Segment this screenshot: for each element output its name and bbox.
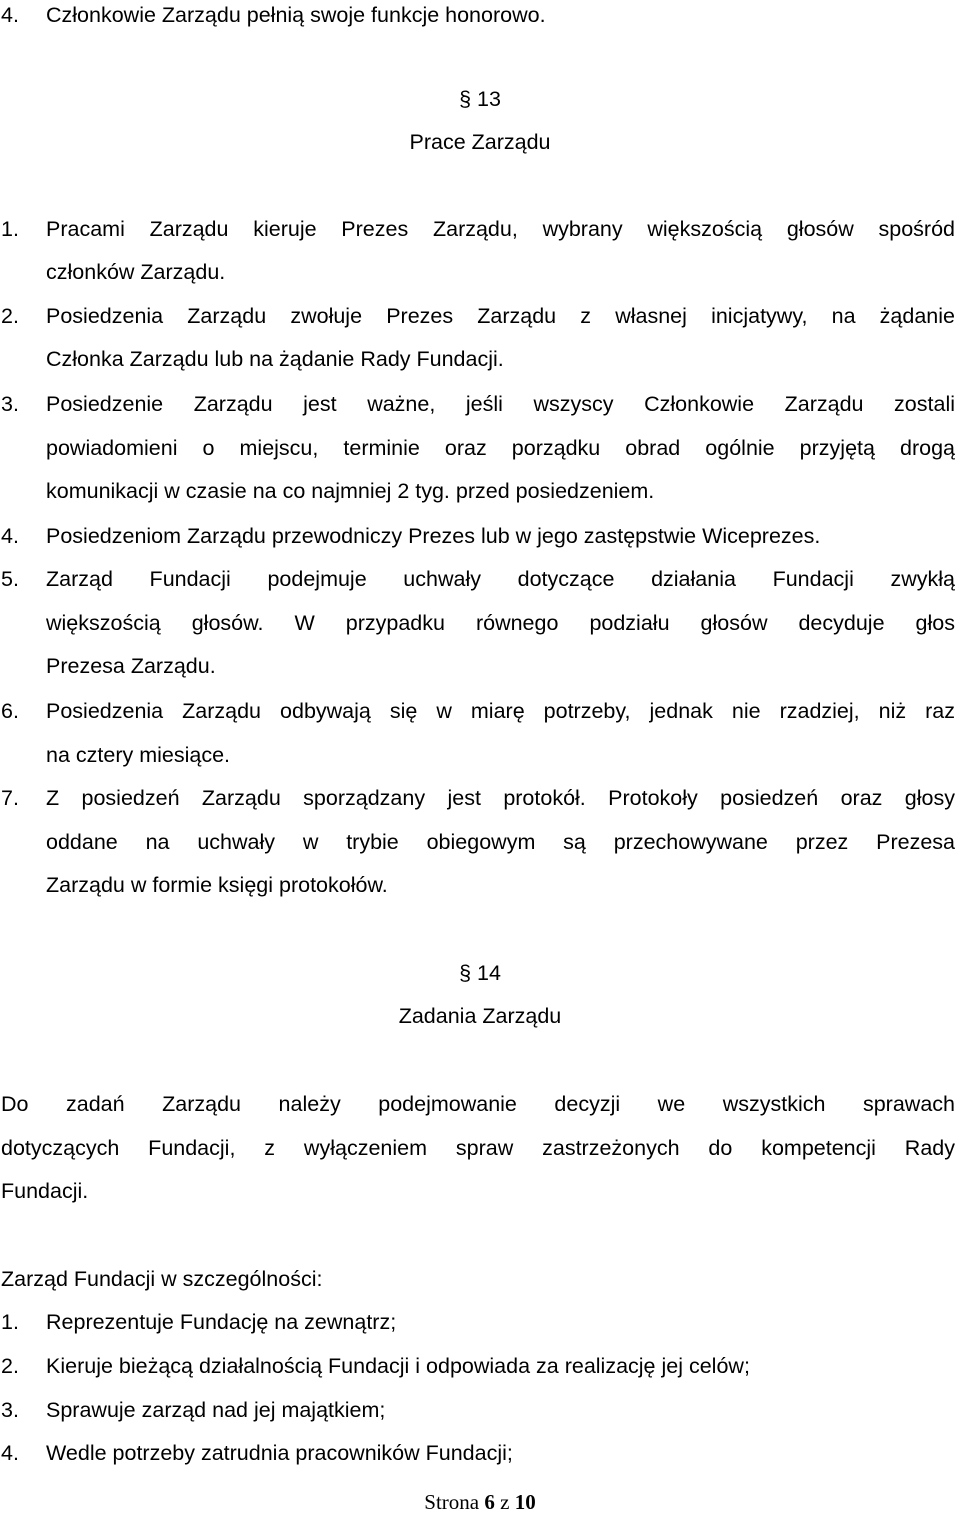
list-item-text: Reprezentuje Fundację na zewnątrz; (46, 1310, 397, 1334)
list-item-line: Zarząd Fundacji podejmuje uchwały dotyczące działania Fundacji zwykłą (46, 567, 955, 591)
list-item (0, 2, 960, 28)
list-item-text: Sprawuje zarząd nad jej majątkiem; (46, 1398, 386, 1422)
list-item-line: powiadomieni o miejscu, terminie oraz porządku obrad ogólnie przyjętą drogą (46, 436, 955, 460)
list-item (0, 391, 960, 417)
list-item-number: 4. (1, 3, 19, 27)
list-item (0, 1309, 960, 1335)
footer-page-number: 6 (484, 1490, 495, 1514)
list-item-number: 7. (1, 786, 19, 810)
list-item-text: Kieruje bieżącą działalnością Fundacji i odpowiada za realizację jej celów; (46, 1354, 750, 1378)
list-item-number: 3. (1, 392, 19, 416)
paragraph-line-text: Do zadań Zarządu należy podejmowanie decyzji we wszystkich sprawach (1, 1092, 955, 1116)
list-item-number: 5. (1, 567, 19, 591)
list-item-line: członków Zarządu. (46, 260, 226, 284)
footer-separator: z (500, 1490, 510, 1514)
list-item-continuation (0, 610, 960, 636)
list-item-continuation (0, 259, 960, 285)
list-item-line: Z posiedzeń Zarządu sporządzany jest protokół. Protokoły posiedzeń oraz głosy (46, 786, 955, 810)
section-title: Prace Zarządu (409, 130, 551, 154)
list-item-line: na cztery miesiące. (46, 743, 231, 767)
list-item (0, 216, 960, 242)
list-item (0, 523, 960, 549)
list-item (0, 1397, 960, 1423)
section-title: Zadania Zarządu (398, 1004, 562, 1028)
list-item-line: Posiedzenie Zarządu jest ważne, jeśli wszyscy Członkowie Zarządu zostali (46, 392, 955, 416)
list-item-number: 2. (1, 304, 19, 328)
list-item (0, 566, 960, 592)
section-symbol: § 13 (459, 87, 501, 111)
list-item-continuation (0, 346, 960, 372)
list-item-line: Posiedzenia Zarządu odbywają się w miarę potrzeby, jednak nie rzadziej, niż raz (46, 699, 955, 723)
paragraph-line-text: dotyczących Fundacji, z wyłączeniem spraw zastrzeżonych do kompetencji Rady (1, 1136, 955, 1160)
list-item-line: oddane na uchwały w trybie obiegowym są przechowywane przez Prezesa (46, 830, 955, 854)
list-item-continuation (0, 653, 960, 679)
paragraph-line (0, 1091, 960, 1117)
list-item-number: 4. (1, 524, 19, 548)
page-footer (0, 1490, 960, 1514)
paragraph-line: Fundacji. (1, 1179, 89, 1203)
footer-prefix: Strona (424, 1490, 480, 1514)
list-item-number: 4. (1, 1441, 19, 1465)
list-heading: Zarząd Fundacji w szczególności: (1, 1267, 323, 1291)
list-item-line: Prezesa Zarządu. (46, 654, 216, 678)
list-item-continuation (0, 829, 960, 855)
list-item-line: Posiedzenia Zarządu zwołuje Prezes Zarządu z własnej inicjatywy, na żądanie (46, 304, 955, 328)
list-item-line: Pracami Zarządu kieruje Prezes Zarządu, wybrany większością głosów spośród (46, 217, 955, 241)
list-item-line: Zarządu w formie księgi protokołów. (46, 873, 388, 897)
list-item (0, 698, 960, 724)
list-item-number: 2. (1, 1354, 19, 1378)
list-item (0, 303, 960, 329)
list-item-continuation (0, 872, 960, 898)
footer-page-total: 10 (514, 1490, 536, 1514)
section-symbol: § 14 (459, 961, 501, 985)
list-item-text: Członkowie Zarządu pełnią swoje funkcje honorowo. (46, 3, 546, 27)
list-item-continuation (0, 478, 960, 504)
list-item (0, 785, 960, 811)
list-item-number: 1. (1, 1310, 19, 1334)
list-item-line: większością głosów. W przypadku równego podziału głosów decyduje głos (46, 611, 955, 635)
list-item-number: 6. (1, 699, 19, 723)
list-item-line: komunikacji w czasie na co najmniej 2 tyg. przed posiedzeniem. (46, 479, 655, 503)
list-item-line: Członka Zarządu lub na żądanie Rady Fundacji. (46, 347, 504, 371)
list-item (0, 1440, 960, 1466)
list-item-continuation (0, 435, 960, 461)
list-item-text: Wedle potrzeby zatrudnia pracowników Fundacji; (46, 1441, 513, 1465)
list-item-number: 1. (1, 217, 19, 241)
paragraph-line (0, 1135, 960, 1161)
list-item (0, 1353, 960, 1379)
list-item-continuation (0, 742, 960, 768)
list-item-line: Posiedzeniom Zarządu przewodniczy Prezes lub w jego zastępstwie Wiceprezes. (46, 524, 821, 548)
list-item-number: 3. (1, 1398, 19, 1422)
